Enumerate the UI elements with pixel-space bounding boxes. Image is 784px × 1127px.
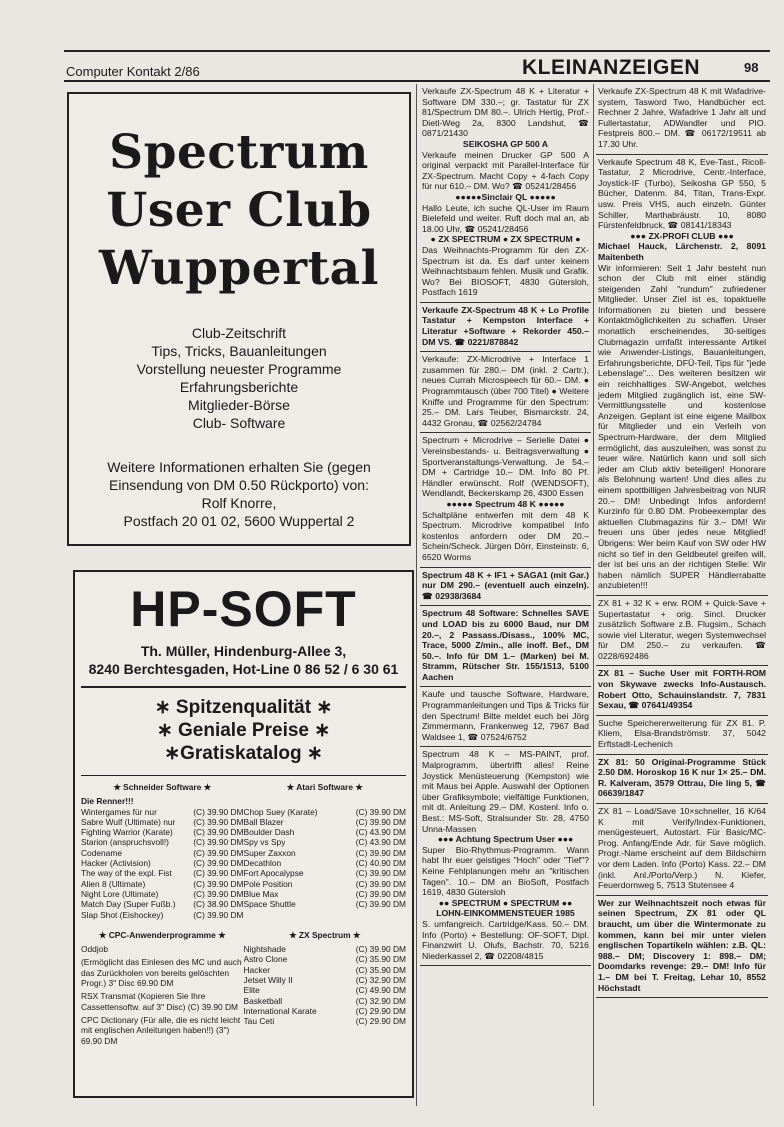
price-row (244, 807, 407, 817)
ad-text: ZX 81 – Load/Save 10×schneller, 16 K/64 K mit Verify/Index-Funktionen, menügesteuert, Autostart. Für Basic/MC-Prog. Anfang/Ende Adr. für Save möglich. Progr.-Name erscheint auf dem Bildschirm vor dem Laden. Info (Porto) Kass. 22.– DM (inkl. Anl./Porto/Verp.) N. Kiefer, Feuerdornweg 5, 7513 Stutensee 4 (598, 806, 766, 891)
price-row (244, 868, 407, 878)
classifieds-column-2 (596, 84, 768, 1106)
column-rule (416, 84, 417, 1106)
club-features: Club-Zeitschrift Tips, Tricks, Bauanleitungen Vorstellung neuester Programme Erfahrungsberichte Mitglieder-Börse Club- Software (136, 325, 342, 431)
ad-heading: LOHN-EINKOMMENSTEUER 1985 (436, 908, 575, 919)
product-name: Nightshade (243, 944, 286, 955)
product-price: (C) 40.90 DM (355, 858, 406, 869)
ad-text: Hallo Leute, ich suche QL-User im Raum Bielefeld und weiter. Ruft doch mal an, ab 18.00 Uhr, ☎ 05241/28456 (422, 202, 589, 234)
ad-text: Verkaufe: ZX-Microdrive + Interface 1 zusammen für 280.– DM (inkl. 2 Cartr.), neues Currah Microspeech für 60.– DM. ● Programmtausch (über 700 Titel) ● Weitere Kniffe und Programme für den Spectrum: 25.– DM. Lars Teuber, Bismarckstr. 24, 4432 Gronau, ☎ 02562/24784 (422, 354, 589, 428)
product-price: (C) 43.90 DM (355, 837, 406, 848)
header-rule-bottom (64, 80, 770, 82)
product-price: (C) 39.90 DM (193, 888, 244, 899)
hp-soft-ad (73, 570, 414, 1098)
product-price: (C) 39.90 DM (193, 858, 244, 869)
classified-ad (420, 84, 591, 303)
product-name: Slap Shot (Eishockey) (81, 909, 164, 920)
schneider-list: ★ Schneider Software ★ Die Renner!!! Wintergames für nur (C) 39.90 DM Sabre Wulf (Ultimate) nur (C) 39.90 DM Fighting Warrior (Karate) (C) 39.90 DM Starion (anspruchsvoll!) (C) 39.90 DM Codename (C) 39.90 DM Hacker (Activision) (C) 39.90 DM The way of the expl. Fist (C) 39.90 DM Alien 8 (Ultimate) (C) 39.90 DM Night Lore (Ultimate) (C) 39.90 DM Match Day (Super Fußb.) (C) 38.90 DM Slap Shot (Eishockey) (C) 39.90 DM (81, 782, 244, 920)
classified-ad (596, 716, 768, 755)
product-name: Codename (81, 847, 122, 858)
price-row (244, 975, 407, 985)
product-name: Match Day (Super Fußb.) (81, 899, 176, 910)
price-row (81, 899, 244, 909)
ad-heading: ● ZX SPECTRUM ● ZX SPECTRUM ● (430, 234, 581, 245)
price-table-2 (75, 924, 412, 1049)
product-name: Alien 8 (Ultimate) (81, 878, 146, 889)
product-price: (C) 39.90 DM (355, 847, 406, 858)
product-name: Decathlon (243, 858, 282, 869)
product-name: Jetset Willy II (243, 975, 293, 986)
classified-ad (420, 687, 591, 747)
product-name: Boulder Dash (243, 827, 295, 838)
club-contact: Weitere Informationen erhalten Sie (gegen Einsendung von DM 0.50 Rückporto) von: Rolf Knorre, Postfach 20 01 02, 5600 Wuppertal 2 (107, 459, 371, 529)
price-row (81, 827, 244, 837)
product-price: (C) 39.90 DM (193, 878, 244, 889)
product-name: Blue Max (243, 888, 279, 899)
product-price: (C) 38.90 DM (193, 899, 244, 910)
product-name: Chop Suey (Karate) (243, 806, 318, 817)
hp-divider (81, 686, 406, 688)
price-row (244, 858, 407, 868)
product-price: (C) 39.90 DM (193, 806, 244, 817)
product-name: Astro Clone (243, 954, 288, 965)
club-title: Spectrum User Club Wuppertal (99, 125, 379, 296)
classified-ad (420, 747, 591, 966)
cpc-item: (Ermöglicht das Einlesen des MC und auch das Zurückholen von bereits gelöschten Progr.) 3" Disc 69.90 DM (81, 957, 242, 989)
price-row (244, 944, 407, 954)
product-name: International Karate (243, 1005, 317, 1016)
classified-ad (596, 666, 768, 715)
classified-ad (420, 303, 591, 352)
ad-text: Verkaufe ZX-Spectrum 48 K + Literatur + Software DM 330.–; gr. Tastatur für ZX 81/Spectrum DM 80.–. Ulrich Hertig, Prof.-Dietl-Weg 2a, 8300 Landshut, ☎ 0871/21430 (422, 86, 589, 139)
ad-text: ZX 81: 50 Original-Programme Stück 2.50 DM. Horoskop 16 K nur 1× 25.– DM. R. Kalveram, 3579 Ottrau, Die ling 5, ☎ 06639/1847 (598, 756, 766, 799)
header-rule-top (64, 50, 770, 52)
price-row (244, 879, 407, 889)
classified-ad (420, 606, 591, 687)
price-row (81, 817, 244, 827)
ad-text: Verkaufe Spectrum 48 K, Eve-Tast., Ricoll-Tastatur, 2 Microdrive, Centr.-Interface, Joystick-IF (Turbo), Seikosha GP 550, 5 Bücher, Datenm. 84, Titan, Trans-Expr. usw. Preis VHS, auch einzeln. Günter Schiller, Marthabräustr. 10, 8080 Fürstenfeldbruck, ☎ 08141/18343 (598, 156, 766, 231)
product-name: Basketball (243, 995, 283, 1006)
product-name: The way of the expl. Fist (81, 868, 172, 879)
price-row (244, 848, 407, 858)
hp-slogans: ∗ Spitzenqualität ∗ ∗ Geniale Preise ∗ ∗Gratiskatalog ∗ (154, 697, 333, 764)
cpc-list: ★ CPC-Anwenderprogramme ★ Oddjob (Ermöglicht das Einlesen des MC und auch das Zurückholen von bereits gelöschten Progr.) 3" Disc 69.90 DM RSX Transmat (Kopieren Sie Ihre Cassettensoftw. auf 3" Disc) (C) 39.90 DM CPC Dictionary (Für alle, die es nicht leicht mit englischen Anleitungen haben!!) (3") 69.90 DM (81, 929, 242, 1046)
product-price: (C) 29.90 DM (355, 1005, 406, 1016)
product-price: (C) 39.90 DM (355, 899, 406, 910)
classified-ad (596, 755, 768, 804)
cpc-item: CPC Dictionary (Für alle, die es nicht leicht mit englischen Anleitungen haben!!) (3") 69.90 DM (81, 1014, 241, 1046)
ad-text: Spectrum 48 K + IF1 + SAGA1 (mit Gar.) nur DM 290.– (eventuell auch einzeln). ☎ 02938/3684 (422, 569, 589, 601)
ad-heading: ●●● ZX-PROFI CLUB ●●● (630, 230, 734, 241)
classified-ad (420, 433, 591, 567)
product-price: (C) 39.90 DM (193, 837, 244, 848)
ad-text: Spectrum + Microdrive – Serielle Datei ● Vereinsbestands- u. Beitragsverwaltung ● Sportveranstaltungs-Verwaltung. Je 54.– DM + Cartridge 10.– DM. Info 80 Pf. Händler erwünscht. Rolf (WENDSOFT), Wendlandt, Beckerskamp 26, 4300 Essen (422, 435, 589, 499)
price-row (244, 954, 407, 964)
price-row (81, 807, 244, 817)
price-table-1 (75, 776, 412, 920)
price-row (81, 868, 244, 878)
ad-text: Spectrum 48 K – MS-PAINT, prof. Malprogramm, übertrifft alles! Reine Joystick Menüsteuerung (Kempston) wie mit Maus bei Apple. Auswahl der Optionen über Grafiksymbole; vielfältige Funktionen, mit dt. Anleitung 29.– DM. Kostenl. Info o. Best.: MS-Soft, Stralsunder Str. 28, 4750 Unna-Massen (422, 749, 589, 834)
ad-text: ZX 81 + 32 K + erw. ROM + Quick-Save + Supertastatur + orig. Sincl. Drucker zusätzlich Software z.B. Flugsim., Schach sowie viel Literatur, wegen Systemwechsel für DM 250.– zu verkaufen. ☎ 0228/692486 (598, 597, 766, 661)
classified-ad (596, 896, 768, 998)
classifieds-column-1 (420, 84, 591, 1106)
price-row (81, 889, 244, 899)
product-price: (C) 39.90 DM (355, 888, 406, 899)
price-row (244, 899, 407, 909)
cpc-item: Oddjob (81, 944, 109, 955)
product-price: (C) 35.90 DM (355, 954, 406, 965)
product-price: (C) 43.90 DM (355, 827, 406, 838)
price-row (244, 1006, 407, 1016)
product-price: (C) 32.90 DM (355, 995, 406, 1006)
classified-ad (420, 352, 591, 433)
product-price: (C) 39.90 DM (193, 827, 244, 838)
ad-heading: ●●●●● Spectrum 48 K ●●●●● (446, 498, 565, 509)
hp-soft-title: HP-SOFT (130, 581, 357, 637)
product-price: (C) 39.90 DM (193, 909, 244, 920)
ad-text: Das Weihnachts-Programm für den ZX-Spectrum ist da. Es darf unter keinem Weihnachtsbaum fehlen. Musik und Grafik. Wo? Bei BIOSOFT, 4830 Gütersloh, Postfach 1619 (422, 244, 589, 298)
product-price: (C) 35.90 DM (355, 964, 406, 975)
page-number: 98 (744, 60, 759, 75)
hp-soft-address: Th. Müller, Hindenburg-Allee 3, 8240 Berchtesgaden, Hot-Line 0 86 52 / 6 30 61 (88, 643, 399, 677)
price-row (244, 889, 407, 899)
price-row (244, 837, 407, 847)
product-name: Fighting Warrior (Karate) (81, 827, 173, 838)
product-price: (C) 39.90 DM (355, 816, 406, 827)
price-row (81, 879, 244, 889)
classified-ad (420, 568, 591, 607)
product-name: Hacker (Activision) (81, 858, 151, 869)
ad-text: Verkaufe meinen Drucker GP 500 A original verpackt mit Parallel-Interface für ZX-Spectrum. Macht Copy + 4-fach Copy für nur 610.– DM. Wo? ☎ 05241/28456 (422, 149, 589, 192)
product-name: Pole Position (243, 878, 293, 889)
ad-heading: ●●● Achtung Spectrum User ●●● (437, 834, 574, 845)
product-name: Tau Ceti (243, 1016, 275, 1027)
ad-text: Wer zur Weihnachtszeit noch etwas für seinen Spectrum, ZX 81 oder QL braucht, um über die Wintermonate zu kommen, kann bei mir unter vielen englischen Topartikeln wählen: z.B. QL: 988.– DM; Discovery 1: 898.– DM; Doomdarks revenge: 29.– DM! Info für 1.– DM bei T. Freitag, Lehar 10, 8552 Höchstadt (598, 897, 766, 993)
column-rule (593, 84, 594, 1106)
section-title: KLEINANZEIGEN (522, 56, 701, 79)
price-row (244, 817, 407, 827)
product-name: Super Zaxxon (243, 847, 296, 858)
ad-text: Kaufe und tausche Software, Hardware, Programmanleitungen und Tips & Tricks für den Spectrum! Bitte meldet euch bei Jörg Zimmermann, Frankenweg 12, 7967 Bad Waldsee 1, ☎ 07524/6752 (422, 689, 589, 742)
ad-text: S. umfangreich. Cartridge/Kass. 50.– DM. Info (Porto) + Bestellung: OF-SOFT, Dipl. Finanzwirt U. Olufs, Bachstr. 70, 5216 Niederkassel 2, ☎ 02208/4815 (422, 918, 589, 961)
price-row (81, 848, 244, 858)
price-row (244, 985, 407, 995)
price-row (244, 1016, 407, 1026)
ad-text: Super Bio-Rhythmus-Programm. Wann habt Ihr euer geistiges "Hoch" oder "Tief"? Keine Fehlplanungen mehr an "kritischen Tagen". 10.– DM an BioSoft, Postfach 1619, 4830 Gütersloh (422, 844, 589, 898)
ad-heading: SEIKOSHA GP 500 A (462, 138, 549, 149)
product-name: Starion (anspruchsvoll!) (81, 837, 169, 848)
product-name: Spy vs Spy (243, 837, 286, 848)
product-price: (C) 39.90 DM (355, 944, 406, 955)
ad-text: ZX 81 – Suche User mit FORTH-ROM von Skywave zwecks Info-Austausch. Robert Otto, Schauinslandstr. 7, 7831 Sexau, ☎ 07641/49354 (598, 668, 766, 711)
product-name: Space Shuttle (243, 899, 296, 910)
price-row (244, 965, 407, 975)
product-name: Sabre Wulf (Ultimate) nur (81, 816, 176, 827)
zx-list: ★ ZX Spectrum ★ Nightshade (C) 39.90 DM Astro Clone (C) 35.90 DM Hacker (C) 35.90 DM Jetset Willy II (C) 32.90 DM Elite (C) 49.90 DM Basketball (C) 32.90 DM International Karate (C) 29.90 DM Tau Ceti (C) 29.90 DM (243, 929, 406, 1027)
ad-text: Schaltpläne entwerfen mit dem 48 K Spectrum. Microdrive kompatibel Info kostenlos anfordern oder DM 20.– Schein/Scheck. Jürgen Dörr, Einsteinstr. 6, 6520 Worms (422, 509, 589, 562)
price-row (244, 996, 407, 1006)
ad-text: Michael Hauck, Lärchenstr. 2, 8091 Maitenbeth (598, 241, 766, 262)
ad-heading: ●● SPECTRUM ● SPECTRUM ●● (438, 897, 573, 908)
product-name: Hacker (243, 964, 271, 975)
ad-text: Wir informieren: Seit 1 Jahr besteht nun schon der Club mit einer ständig steigenden Zahl "rundum" zufriedener Mitglieder. Unser Ziel ist es, topaktuelle Informationen zu bieten und bessere Kontaktmöglichkeiten zu schaffen. Unser monatlich erscheinendes, 30-seitiges Clubmagazin umfaßt interessante Artikel wie Anwender-Listings, Bauanleitungen, Erfahrungsberichte, DFÜ-Teil, Tips für "jede Lebenslage"... Des weiteren besitzen wir ein reichhaltiges SW-Angebot, welches jedem Mitglied zugänglich ist, eine SW-Vermittlungsstelle und kostenlose Anzeigen. Geplant ist eine eigene Mailbox für Mitglieder und ein Verleih von Spectrum-Hardware, der dem Mitglied ermöglicht, das auszuleihen, was sonst zu teuer wäre. Natürlich kann und soll sich jeder am Club aktiv beteiligen! Honorare als Belohnung warten! Und dies alles zu einem spottbilligen Jahresbeitrag von NUR 20.– DM! Unbedingt Infos anfordern! Kurzinfo für 0.80 DM. Probeexemplar des aktuellen Clubmagazins für 3.– DM! Wir freuen uns über jedes neue Mitglied! Übrigens: Wer beim Kauf von SW oder HW nicht so tief in den Geldbeutel greifen will, der ist bei uns an der richtigen Stelle: Wir haben nämlich SUPER Händlerrabatte anzubieten!!! (598, 262, 766, 591)
product-price: (C) 39.90 DM (193, 847, 244, 858)
product-name: Fort Apocalypse (243, 868, 304, 879)
cpc-item: RSX Transmat (Kopieren Sie Ihre Cassettensoftw. auf 3" Disc) (C) 39.90 DM (81, 991, 239, 1012)
product-price: (C) 39.90 DM (193, 816, 244, 827)
product-name: Night Lore (Ultimate) (81, 888, 159, 899)
ad-text: Verkaufe ZX-Spectrum 48 K mit Wafadrive-system, Tasword Two, Handbücher ect. Rechner 2 Jahre, Wafadrive 1 Jahr alt und Fullertastatur, ADWandler und PIO. Festpreis 800.– DM. ☎ 06172/19511 ab 17.30 Uhr. (598, 86, 766, 149)
product-price: (C) 39.90 DM (355, 868, 406, 879)
price-row (81, 910, 244, 920)
ad-heading: ●●●●●Sinclair QL ●●●●● (455, 191, 556, 202)
product-price: (C) 49.90 DM (355, 985, 406, 996)
product-price: (C) 32.90 DM (355, 975, 406, 986)
product-price: (C) 39.90 DM (355, 806, 406, 817)
ad-text: Verkaufe ZX-Spectrum 48 K + Lo Profile Tastatur + Kempston Interface + Literatur +Software + Rekorder 450.– DM VS. ☎ 0221/878842 (422, 304, 589, 347)
price-row (81, 858, 244, 868)
price-row (81, 837, 244, 847)
product-price: (C) 29.90 DM (355, 1016, 406, 1027)
spectrum-user-club-ad (67, 92, 411, 546)
ad-text: Suche Speichererweiterung für ZX 81. P. Kliem, Elsa-Brandströmstr. 37, 5042 Erftstadt-Lechenich (598, 717, 766, 750)
classified-ad (596, 596, 768, 667)
ad-text: Spectrum 48 Software: Schnelles SAVE und LOAD bis zu 6000 Baud, nur DM 20.–, 2 Passass./Disass., 100% MC, Trace, 5000 Z/min., alle inoff. Bef., DM 50.–. Info für DM 1.– (Marken) bei M. Stramm, Rütscher Str. 155/1513, 5100 Aachen (422, 608, 589, 682)
magazine-name: Computer Kontakt 2/86 (66, 64, 200, 79)
atari-list: ★ Atari Software ★ Chop Suey (Karate) (C) 39.90 DM Ball Blazer (C) 39.90 DM Boulder Dash (C) 43.90 DM Spy vs Spy (C) 43.90 DM Super Zaxxon (C) 39.90 DM Decathlon (C) 40.90 DM Fort Apocalypse (C) 39.90 DM Pole Position (C) 39.90 DM Blue Max (C) 39.90 DM Space Shuttle (C) 39.90 DM (243, 782, 406, 910)
product-name: Ball Blazer (243, 816, 284, 827)
classified-ad (596, 804, 768, 896)
classified-ad (596, 155, 768, 596)
product-price: (C) 39.90 DM (355, 878, 406, 889)
product-name: Elite (243, 985, 260, 996)
price-row (244, 827, 407, 837)
product-price: (C) 39.90 DM (193, 868, 244, 879)
classified-ad (596, 84, 768, 155)
product-name: Wintergames für nur (81, 806, 157, 817)
